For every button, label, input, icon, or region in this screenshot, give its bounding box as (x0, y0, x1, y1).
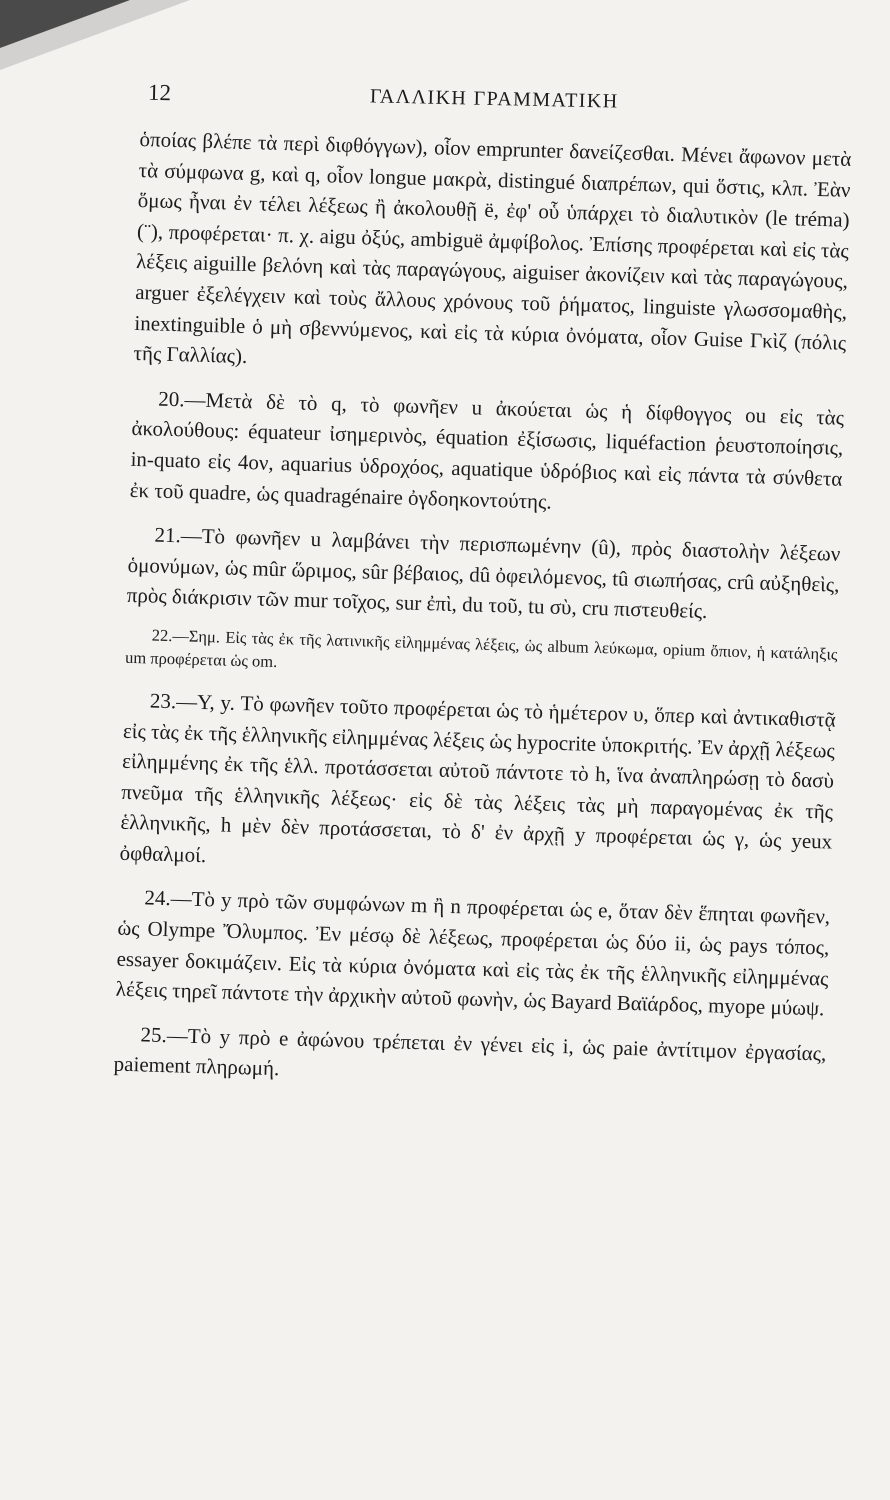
paragraph-20: 20.—Μετὰ δὲ τὸ q, τὸ φωνῆεν u ἀκούεται ὡς ἡ δίφθογγος ou εἰς τὰς ἀκολούθους: équateur ἰσημερινὸς, équation ἐξίσωσις, liquéfaction ῥευστοποίησις, in-quato εἰς 4ον, aquarius ὑδροχόος, aquatique ὑδρόβιος καὶ εἰς πάντα τὰ σύνθετα ἐκ τοῦ quadre, ὡς quadragénaire ὀγδοηκοντούτης. (129, 386, 845, 514)
paragraph-continued: ὁποίας βλέπε τὰ περὶ διφθόγγων), οἷον emprunter δανείζεσθαι. Μένει ἄφωνον μετὰ τὰ σύμφωνα g, καὶ q, οἷον longue μακρὰ, distingué διαπρέπων, qui ὅστις, κλπ. Ἐὰν ὅμως ἦναι ἐν τέλει λέξεως ἢ ἀκολουθῇ ë, ἐφ' οὗ ὑπάρχει τὸ διαλυτικὸν (le tréma) (¨), προφέρεται· π. χ. aigu ὀξύς, ambiguë ἀμφίβολος. Ἐπίσης προφέρεται καὶ εἰς τὰς λέξεις aiguille βελόνη καὶ τὰς παραγώγους, aiguiser ἀκονίζειν καὶ τὰς παραγώγους, arguer ἐξελέγχειν καὶ τοὺς ἄλλους χρόνους τοῦ ῥήματος, linguiste γλωσσομαθὴς, inextinguible ὁ μὴ σβεννύμενος, καὶ εἰς τὰ κύρια ὀνόματα, οἷον Guise Γκὶζ (πόλις τῆς Γαλλίας). (133, 126, 852, 369)
running-head: ΓΑΛΛΙΚΗ ΓΡΑΜΜΑΤΙΚΗ (369, 85, 619, 113)
paragraph-22-note: 22.—Σημ. Εἰς τὰς ἐκ τῆς λατινικῆς εἰλημμένας λέξεις, ὡς album λεύκωμα, opium ὄπιον, ἡ κατάληξις um προφέρεται ὡς om. (124, 625, 838, 671)
paragraph-23: 23.—Y, y. Τὸ φωνῆεν τοῦτο προφέρεται ὡς τὸ ἡμέτερον υ, ὅπερ καὶ ἀντικαθιστᾷ εἰς τὰς ἐκ τῆς ἑλληνικῆς εἰλημμένας λέξεις ὡς hypocrite ὑποκριτής. Ἐν ἀρχῇ λέξεως εἰλημμένης ἐκ τῆς ἑλλ. προτάσσεται αὐτοῦ πάντοτε τὸ h, ἵνα ἀναπληρώσῃ τὸ δασὺ πνεῦμα τῆς ἑλληνικῆς λέξεως· εἰς δὲ τὰς λέξεις τὰς μὴ παραγομένας ἐκ τῆς ἑλληνικῆς, h μὲν δὲν προτάσσεται, τὸ δ' ἐν ἀρχῇ y προφέρεται ὡς γ, ὡς yeux ὀφθαλμοί. (119, 688, 836, 868)
page-header (0, 80, 890, 120)
page-number: 12 (147, 79, 172, 106)
paragraph-21: 21.—Τὸ φωνῆεν u λαμβάνει τὴν περισπωμένην (û), πρὸς διαστολὴν λέξεων ὁμονύμων, ὡς mûr ὥριμος, sûr βέβαιος, dû ὀφειλόμενος, tû σιωπήσας, crû αὐξηθεὶς, πρὸς διάκρισιν τῶν mur τοῖχος, sur ἐπὶ, du τοῦ, tu σὺ, cru πιστευθείς. (126, 522, 841, 624)
paragraph-25: 25.—Τὸ y πρὸ e ἀφώνου τρέπεται ἐν γένει εἰς i, ὡς paie ἀντίτιμον ἐργασίας, paiement πληρωμή. (113, 1022, 827, 1081)
page-corner-fold (0, 0, 130, 48)
paragraph-24: 24.—Τὸ y πρὸ τῶν συμφώνων m ἢ n προφέρεται ὡς e, ὅταν δὲν ἕπηται φωνῆεν, ὡς Olympe Ὄλυμπος. Ἐν μέσῳ δὲ λέξεως, προφέρεται ὡς δύο ii, ὡς pays τόπος, essayer δοκιμάζειν. Εἰς τὰ κύρια ὀνόματα καὶ εἰς τὰς ἐκ τῆς ἑλληνικῆς εἰλημμένας λέξεις τηρεῖ πάντοτε τὴν ἀρχικὴν αὐτοῦ φωνὴν, ὡς Bayard Βαϊάρδος, myope μύωψ. (115, 885, 831, 1021)
body-text (113, 124, 851, 1100)
